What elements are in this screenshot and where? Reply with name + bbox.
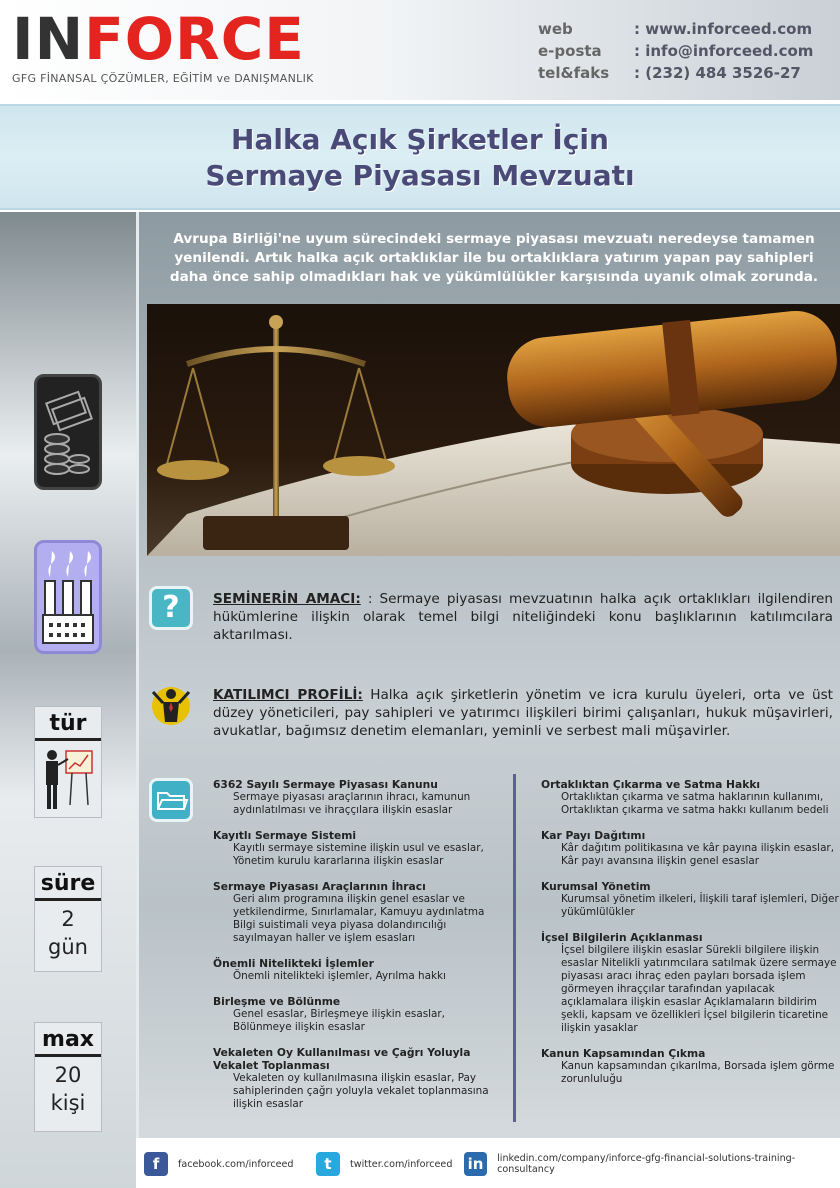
contact-web <box>538 18 813 40</box>
topic-title: Birleşme ve Bölünme <box>213 995 341 1008</box>
factory-icon <box>34 540 102 654</box>
logo-force: FORCE <box>84 5 305 73</box>
topic-body: Geri alım programına ilişkin genel esaslar ve yetkilendirme, Sınırlamalar, Kamuyu aydınlatma Bilgi suistimali veya piyasa dolandırıcılığı sayılmayan haller ve işlem esasları <box>233 893 485 944</box>
capacity-unit: kişi <box>50 1091 86 1115</box>
topic-body: Kanun kapsamından çıkarılma, Borsada işlem görme zorunluluğu <box>561 1060 835 1085</box>
topics-right-column <box>541 778 839 1098</box>
page-title-line1: Halka Açık Şirketler İçin <box>231 123 609 156</box>
twitter-icon: t <box>316 1152 340 1176</box>
topic-title: Kurumsal Yönetim <box>541 880 651 893</box>
topic-title: Ortaklıktan Çıkarma ve Satma Hakkı <box>541 778 761 791</box>
topics-left-column <box>213 778 503 1123</box>
purpose-text: : Sermaye piyasası mevzuatının halka açık ortaklıkları ilgilendiren hükümlerine ilişkin olarak temel bilgi niteliğindeki konu başlıklarının katılımcılara aktarılması. <box>213 591 833 643</box>
topic-body: Ortaklıktan çıkarma ve satma haklarının kullanımı, Ortaklıktan çıkarma ve satma hakkı kullanım bedeli <box>561 791 829 816</box>
duration-unit: gün <box>48 935 88 959</box>
contact-phone <box>538 62 813 84</box>
page-title-line2: Sermaye Piyasası Mevzuatı <box>205 159 635 192</box>
topic-body: Vekaleten oy kullanılmasına ilişkin esaslar, Pay sahiplerinden çağrı yoluyla vekalet toplanmasına ilişkin esaslar <box>233 1072 489 1110</box>
footer <box>136 1138 840 1188</box>
topic-title: Kanun Kapsamından Çıkma <box>541 1047 706 1060</box>
topic-title: Kar Payı Dağıtımı <box>541 829 646 842</box>
logo[interactable] <box>12 5 305 73</box>
intro-text: Avrupa Birliği'ne uyum sürecindeki sermaye piyasası mevzuatı neredeyse tamamen yenilendi. Artık halka açık ortaklıklar ile bu ortaklıklara yatırım yapan pay sahipleri daha önce sahip olmadıkları hak ve yükümlülükler karşısında uyanık olmak zorunda. <box>169 231 819 285</box>
topic-body: Sermaye piyasası araçlarının ihracı, kamunun aydınlatılması ve ihraççılara ilişkin esaslar <box>233 791 471 816</box>
topic-body: Kayıtlı sermaye sistemine ilişkin usul ve esaslar, Yönetim kurulu kararlarına ilişkin esaslar <box>233 842 484 867</box>
topic-title: 6362 Sayılı Sermaye Piyasası Kanunu <box>213 778 438 791</box>
info-capacity <box>34 1022 102 1132</box>
capacity-value: 20 <box>54 1063 82 1087</box>
topic-title: Sermaye Piyasası Araçlarının İhracı <box>213 880 426 893</box>
topic-item <box>213 829 503 868</box>
topic-item <box>213 880 503 945</box>
participant-icon <box>149 682 193 726</box>
info-duration <box>34 866 102 972</box>
money-icon <box>34 374 102 490</box>
main-panel <box>136 212 840 1138</box>
topic-body: İçsel bilgilere ilişkin esaslar Sürekli bilgilere ilişkin esaslar Nitelikli yatırımcılara satılmak üzere sermaye piyasası aracı ihraç eden payları borsada işlem görmeyen ihraççılar tarafından yapılacak açıklamalara ilişkin esaslar Açıklamaların bildirim şekli, kapsam ve özellikleri İçsel bilgilerin ticaretine ilişkin yasaklar <box>561 944 837 1034</box>
tagline: GFG FİNANSAL ÇÖZÜMLER, EĞİTİM ve DANIŞMANLIK <box>12 72 314 85</box>
capacity-label: max <box>35 1023 101 1057</box>
twitter-url[interactable]: twitter.com/inforceed <box>350 1158 453 1170</box>
topic-item <box>213 995 503 1034</box>
topic-item <box>541 880 839 919</box>
participant-profile <box>213 686 833 740</box>
contact-key: web <box>538 20 573 38</box>
contact-email <box>538 40 813 62</box>
profile-label: KATILIMCI PROFİLİ: <box>213 687 363 703</box>
column-divider <box>513 774 516 1122</box>
duration-value-block <box>35 901 101 965</box>
profile-text: Halka açık şirketlerin yönetim ve icra kurulu üyeleri, orta ve üst düzey yöneticileri, pay sahipleri ve yatırımcı ilişkileri birimi çalışanları, hukuk müşavirleri, avukatlar, bağımsız denetim elemanları, yeminli ve serbest mali müşavirler. <box>213 687 833 739</box>
topic-item <box>213 957 503 983</box>
topic-title: Vekaleten Oy Kullanılması ve Çağrı Yoluyla Vekalet Toplanması <box>213 1046 471 1072</box>
justice-scale-gavel-photo <box>147 304 840 556</box>
topic-item <box>213 1046 503 1111</box>
topic-body: Kâr dağıtım politikasına ve kâr payına ilişkin esaslar, Kâr payı avansına ilişkin genel esaslar <box>561 842 835 867</box>
contact-key: tel&faks <box>538 64 610 82</box>
question-icon: ? <box>149 586 193 630</box>
topic-body: Kurumsal yönetim ilkeleri, İlişkili taraf işlemleri, Diğer yükümlülükler <box>561 893 839 918</box>
title-band <box>0 104 840 210</box>
linkedin-icon: in <box>464 1152 487 1176</box>
folder-icon <box>149 778 193 822</box>
type-label: tür <box>35 707 101 741</box>
topic-item <box>541 931 839 1035</box>
duration-value: 2 <box>61 907 75 931</box>
presenter-icon <box>35 741 101 826</box>
topic-body: Genel esaslar, Birleşmeye ilişkin esaslar, Bölünmeye ilişkin esaslar <box>233 1008 445 1033</box>
topic-title: Kayıtlı Sermaye Sistemi <box>213 829 357 842</box>
topic-item <box>213 778 503 817</box>
facebook-url[interactable]: facebook.com/inforceed <box>178 1158 294 1170</box>
contact-block <box>538 18 813 84</box>
linkedin-link[interactable] <box>464 1152 840 1176</box>
facebook-link[interactable] <box>144 1152 294 1176</box>
twitter-link[interactable] <box>316 1152 452 1176</box>
topic-title: Önemli Nitelikteki İşlemler <box>213 957 374 970</box>
topic-item <box>541 829 839 868</box>
contact-web-link[interactable]: : www.inforceed.com <box>634 20 813 38</box>
linkedin-url[interactable]: linkedin.com/company/inforce-gfg-financial-solutions-training-consultancy <box>497 1153 796 1175</box>
contact-phone-value: : (232) 484 3526-27 <box>634 64 801 82</box>
info-type <box>34 706 102 818</box>
header <box>0 0 840 100</box>
purpose-label: SEMİNERİN AMACI: <box>213 591 361 607</box>
topic-item <box>541 1047 839 1086</box>
facebook-icon: f <box>144 1152 168 1176</box>
topic-title: İçsel Bilgilerin Açıklanması <box>541 931 703 944</box>
logo-in: IN <box>12 5 85 73</box>
seminar-purpose <box>213 590 833 644</box>
duration-label: süre <box>35 867 101 901</box>
topic-item <box>541 778 839 817</box>
topic-body: Önemli nitelikteki işlemler, Ayrılma hakkı <box>233 970 446 982</box>
contact-key: e-posta <box>538 42 602 60</box>
capacity-value-block <box>35 1057 101 1121</box>
contact-email-link[interactable]: : info@inforceed.com <box>634 42 814 60</box>
